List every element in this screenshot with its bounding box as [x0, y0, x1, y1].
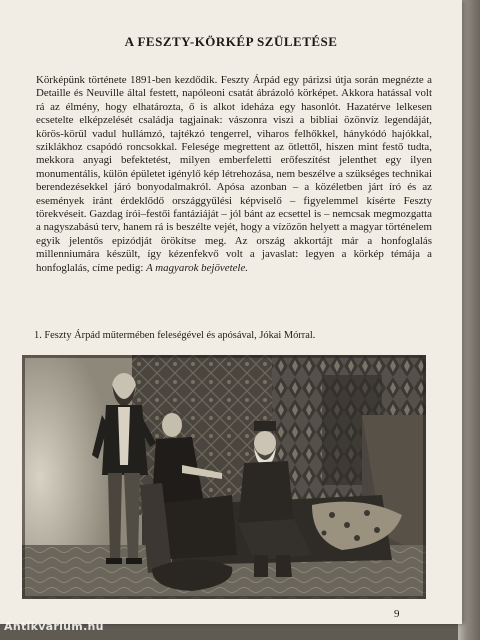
paragraph-italic-title: A magyarok bejövetele. [146, 261, 249, 274]
photo-caption: 1. Feszty Árpád műtermében feleségével és apósával, Jókai Mórral. [34, 330, 316, 341]
page-number: 9 [394, 608, 400, 620]
body-paragraph [36, 74, 432, 275]
paragraph-text: Körképünk története 1891-ben kezdődik. Feszty Árpád egy párizsi útja során megnézte a Detaille és Neuville által festett, napóleoni csatát ábrázoló körképet. Akkora hatással volt rá az élmény, hogy elhatározta, ő is alkot ideháza egy hasonlót. Hazatérve lelkesen ecsetelte elképzelését családja tagjainak: vászonra viszi a bibliai özönvíz legendáját, körös-körül vadul hullámzó, tajtékzó tengerrel, viharos felhőkkel, hánykódó hajókkal, sziklákhoz csapódó roncsokkal. Felesége megrettent az ötlettől, hiszen mint festő tudta, mekkora anyagi befektetést, milyen emberfeletti erőfeszítést jelenthet egy ilyen monumentális, külön épületet igénylő kép létrehozása, nem beszélve a szükséges technikai berendezésekkel járó bonyodalmakról. Apósa azonban – a közéletben járt író és az események iránt érdeklődő országgyűlési képviselő – figyelemmel kísérte Feszty törekvéseit. Gazdag írói–festői fantáziáját – jól bánt az ecsettel is – nemcsak megmozgatta a nagyszabású terv, hanem rá is beszélte vejét, hogy a vízözön helyett a magyar történelem egyik jelentős epizódját örökítse meg. Az ország akkortájt már a honfoglalás millenniumára készült, így kézenfekvő volt a javaslat: legyen a körkép témája a honfoglalás, címe pedig: [36, 74, 432, 274]
photograph-illustration [22, 355, 426, 599]
watermark-logo: Antikvarium.hu [4, 620, 104, 633]
chapter-heading: A FESZTY-KÖRKÉP SZÜLETÉSE [124, 34, 338, 49]
historic-photograph [22, 355, 426, 599]
